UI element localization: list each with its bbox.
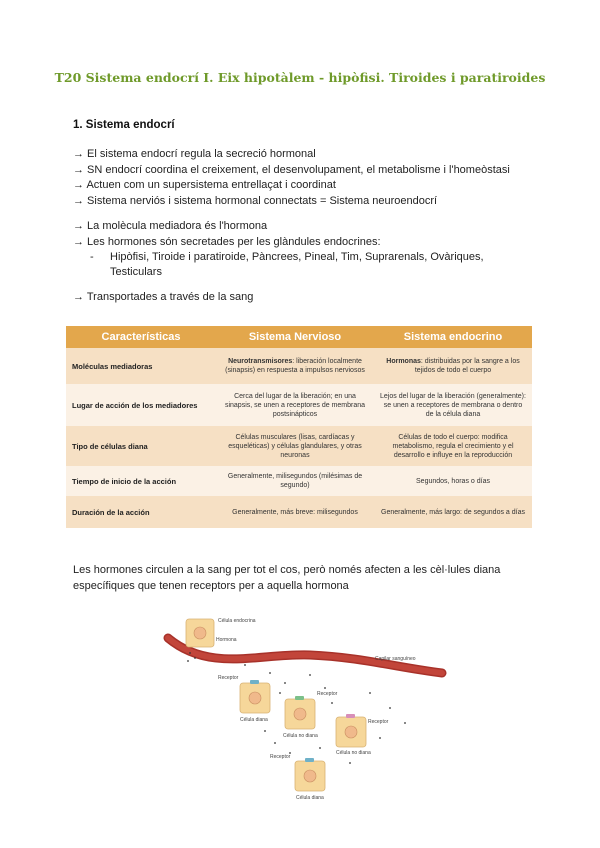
hormone-particle [187, 660, 189, 662]
target-cell-bottom-nucleus [304, 770, 316, 782]
hormone-particle [389, 707, 391, 709]
receptor-left [250, 680, 259, 684]
cell-nervioso [216, 348, 374, 384]
cell-endocrino: Generalmente, más largo: de segundos a días [374, 496, 532, 528]
label-receptor-bottom: Receptor [270, 754, 291, 760]
label-non-target-mid: Célula no diana [283, 733, 318, 739]
table-row [66, 466, 532, 496]
row-label: Lugar de acción de los mediadores [66, 384, 216, 426]
hormone-particle [379, 737, 381, 739]
receptor-mid [295, 696, 304, 700]
cell-endocrino: Células de todo el cuerpo: modifica metabolismo, regula el crecimiento y el desarrollo e influye en la reproducción [374, 426, 532, 466]
sub-bullet [73, 250, 543, 280]
bullet-item: → La molècula mediadora és l'hormona [73, 220, 268, 232]
hormone-particle [274, 742, 276, 744]
non-target-cell-mid-nucleus [294, 708, 306, 720]
hormone-particle [309, 674, 311, 676]
hormone-particle [279, 692, 281, 694]
table-row [66, 384, 532, 426]
cell-endocrino: Segundos, horas o días [374, 466, 532, 496]
sub-bullet-text: Hipòfisi, Tiroide i paratiroide, Pàncrees, Pineal, Tim, Suprarenals, Ovàriques, Testiculars [110, 251, 484, 278]
target-cell-left-nucleus [249, 692, 261, 704]
hormone-particle [194, 657, 196, 659]
label-hormone: Hormona [216, 637, 237, 643]
table-header-row [66, 326, 532, 348]
cell-nervioso: Cerca del lugar de la liberación; en una sinapsis, se unen a receptores de membrana postsinápticos [216, 384, 374, 426]
table-header: Sistema endocrino [374, 326, 532, 348]
cell-nervioso: Generalmente, más breve: milisegundos [216, 496, 374, 528]
bullet-list [73, 147, 543, 306]
row-label: Duración de la acción [66, 496, 216, 528]
non-target-cell-right-nucleus [345, 726, 357, 738]
comparison-table [66, 326, 532, 528]
cell-bold: Hormonas [386, 358, 421, 365]
bullet-item: → Transportades a través de la sang [73, 291, 254, 303]
cell-nervioso: Generalmente, milisegundos (milésimas de segundo) [216, 466, 374, 496]
document-title: T20 Sistema endocrí I. Eix hipotàlem - hipòfisi. Tiroides i paratiroides [54, 70, 546, 85]
table-row [66, 496, 532, 528]
bullet-item: → Actuen com un supersistema entrellaçat i coordinat [73, 179, 336, 191]
table-row [66, 348, 532, 384]
cell-text: : distribuidas por la sangre a los tejidos de todo el cuerpo [414, 358, 520, 374]
sub-bullet-dash: - [90, 251, 94, 263]
cell-endocrino: Lejos del lugar de la liberación (generalmente): se unen a receptores de membrana o dentro de la célula diana [374, 384, 532, 426]
label-target-cell-bottom: Célula diana [296, 795, 324, 801]
hormone-particle [244, 664, 246, 666]
label-target-cell-left: Célula diana [240, 717, 268, 723]
hormone-particle [264, 730, 266, 732]
label-capillary: Capilar sanguíneo [375, 656, 416, 662]
label-receptor-mid: Receptor [317, 691, 338, 697]
cell-endocrino [374, 348, 532, 384]
hormone-particle [369, 692, 371, 694]
hormone-particle [349, 762, 351, 764]
bullet-item: → SN endocrí coordina el creixement, el desenvolupament, el metabolisme i l'homeòstasi [73, 163, 510, 176]
cell-bold: Neurotransmisores [228, 358, 293, 365]
receptor-right [346, 714, 355, 718]
hormone-particle [324, 687, 326, 689]
hormone-particle [189, 652, 191, 654]
hormone-particle [284, 682, 286, 684]
bullet-item: → Sistema nerviós i sistema hormonal connectats = Sistema neuroendocrí [73, 194, 438, 207]
bullet-item: → El sistema endocrí regula la secreció hormonal [73, 148, 316, 160]
section-heading: 1. Sistema endocrí [73, 119, 175, 131]
label-non-target-right: Célula no diana [336, 750, 371, 756]
bullet-item: → Les hormones són secretades per les glàndules endocrines: [73, 235, 381, 248]
row-label: Moléculas mediadoras [66, 348, 216, 384]
hormone-particle [404, 722, 406, 724]
receptor-bottom [305, 758, 314, 762]
table-header: Características [66, 326, 216, 348]
cell-nervioso: Células musculares (lisas, cardíacas y esqueléticas) y células glandulares, y otras neuronas [216, 426, 374, 466]
row-label: Tiempo de inicio de la acción [66, 466, 216, 496]
hormone-circulation-diagram [150, 613, 450, 828]
label-endocrine-cell: Célula endocrina [218, 618, 256, 624]
body-paragraph: Les hormones circulen a la sang per tot el cos, però només afecten a les cèl·lules diana específiques que tenen receptors per a aquella hormona [73, 564, 501, 592]
hormone-particle [289, 752, 291, 754]
hormone-particle [319, 747, 321, 749]
table-header: Sistema Nervioso [216, 326, 374, 348]
hormone-particle [331, 702, 333, 704]
endocrine-cell-nucleus [194, 627, 206, 639]
row-label: Tipo de células diana [66, 426, 216, 466]
cell-text: : liberación localmente (sinapsis) en respuesta a impulsos nerviosos [225, 358, 365, 374]
label-receptor-left: Receptor [218, 675, 239, 681]
label-receptor-right: Receptor [368, 719, 389, 725]
hormone-particle [269, 672, 271, 674]
table-row [66, 426, 532, 466]
